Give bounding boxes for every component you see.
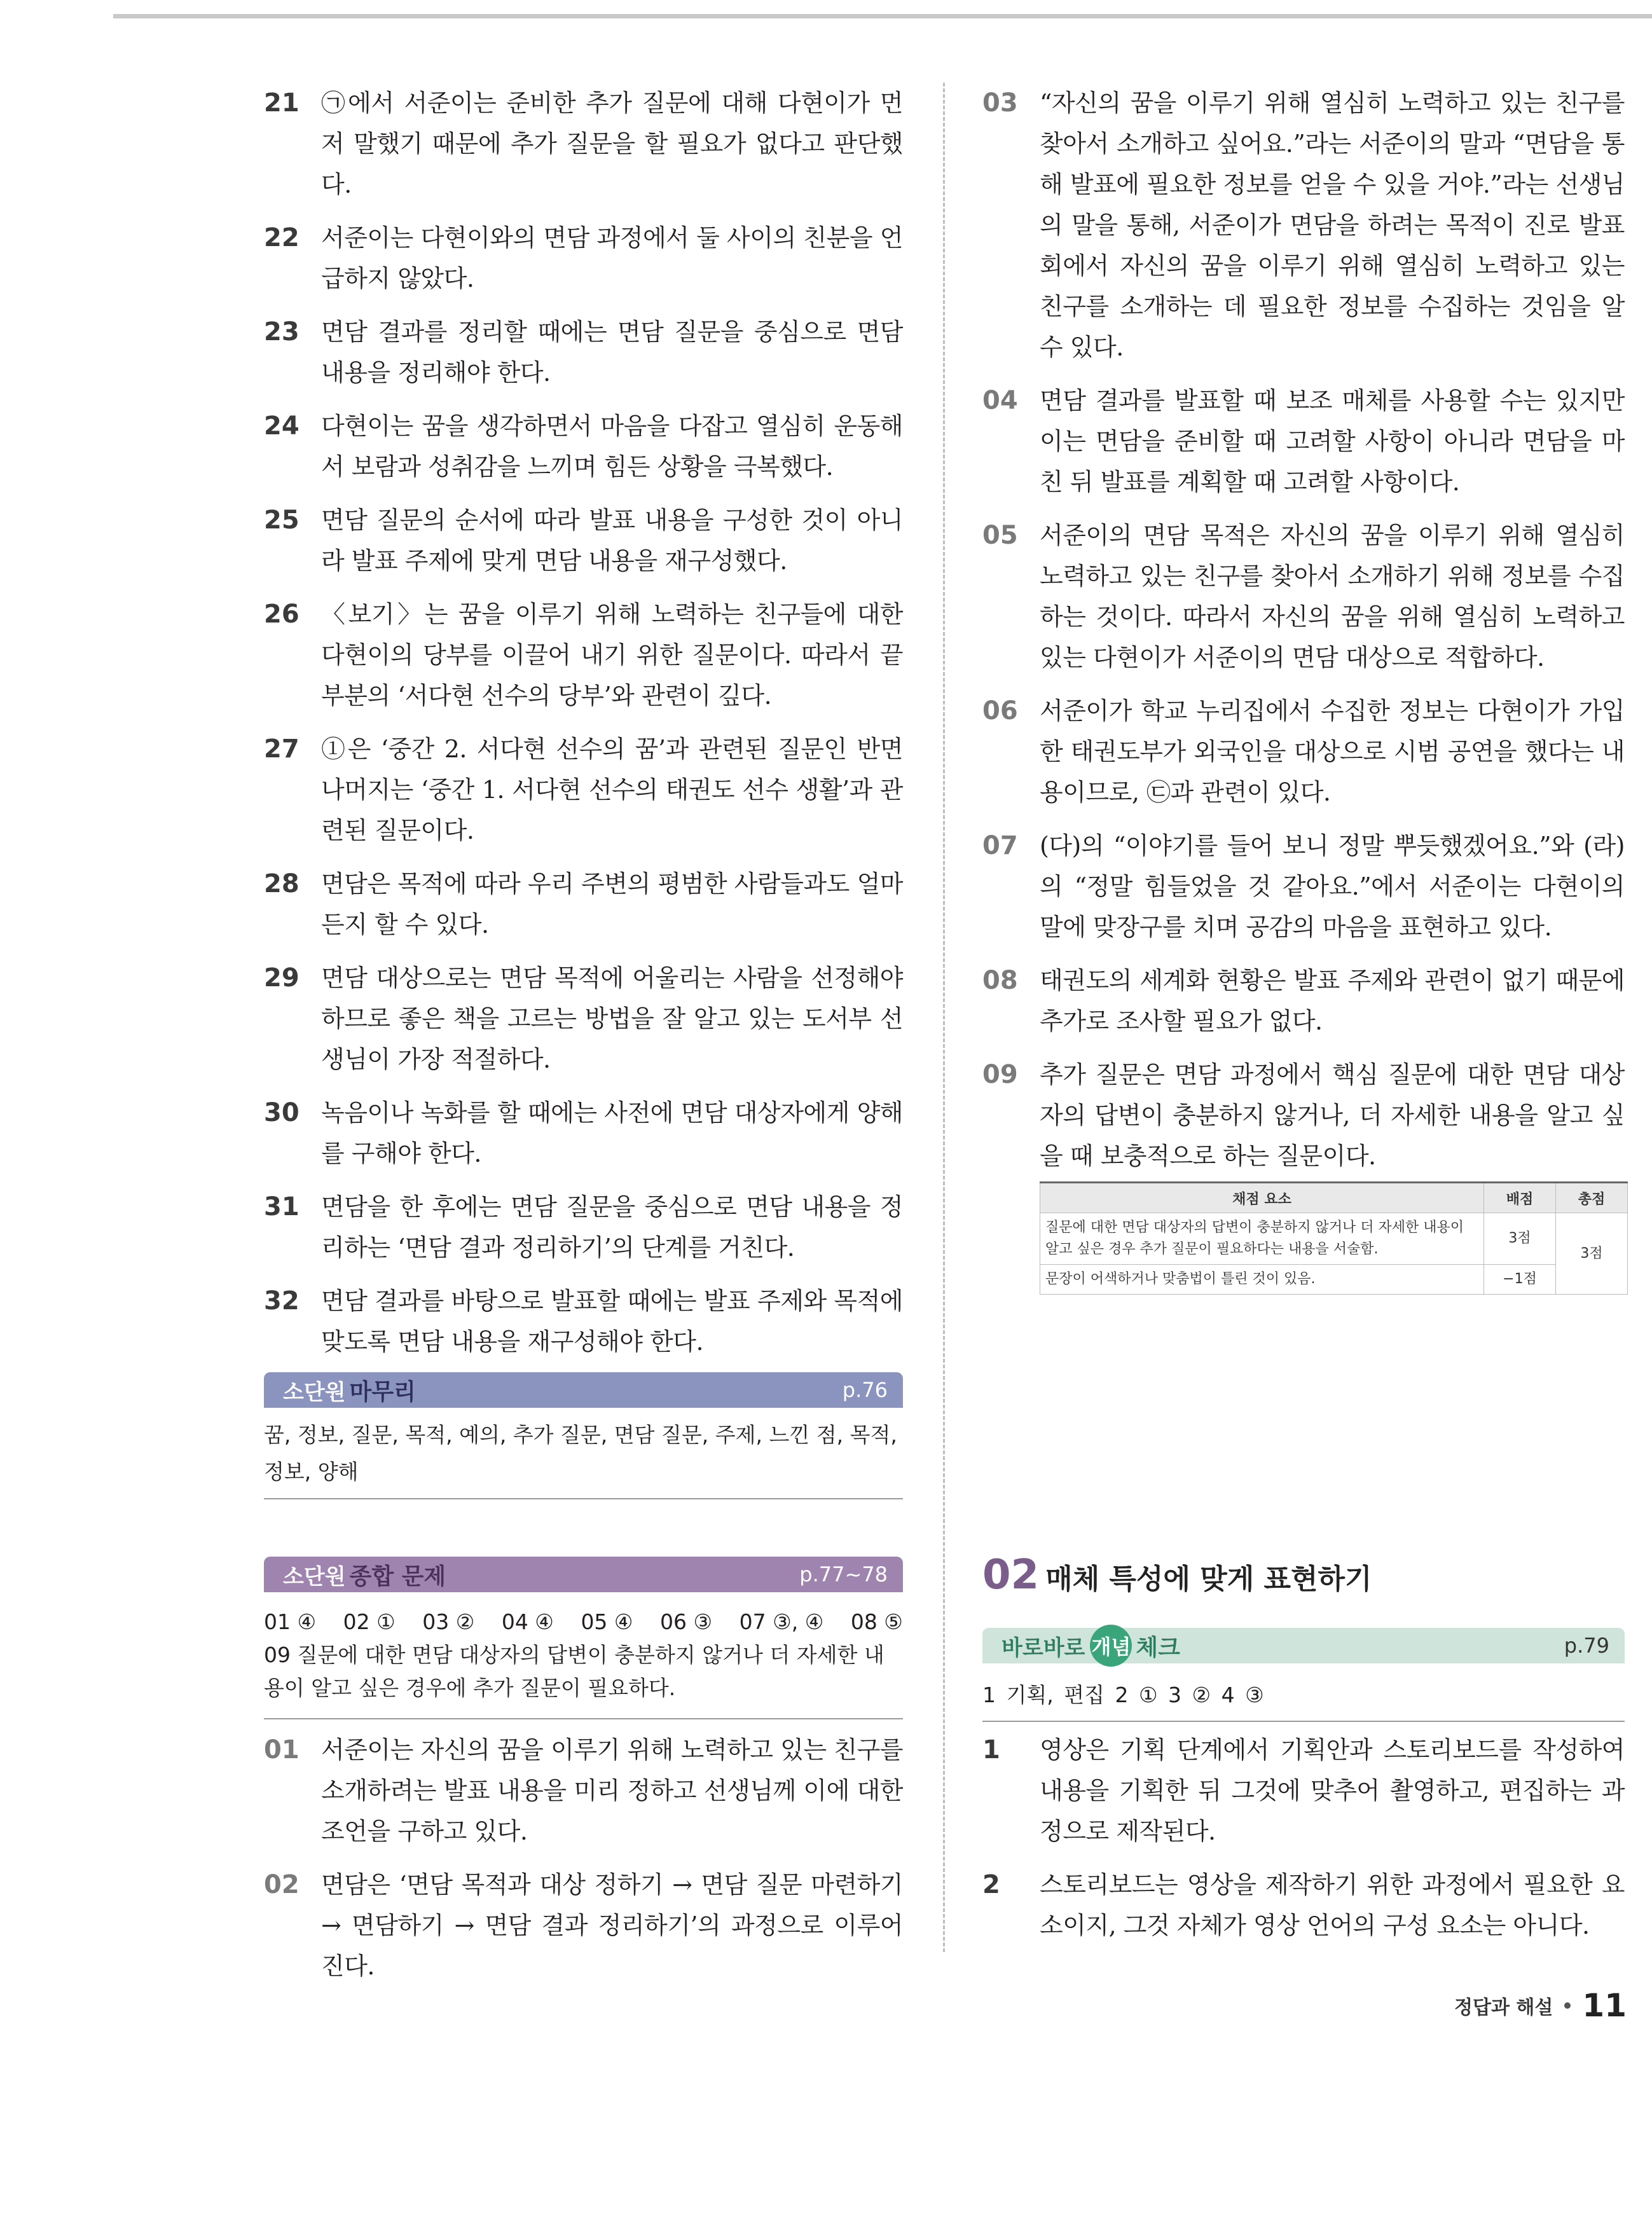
section-heading: 매체 특성에 맞게 표현하기 [1045, 1563, 1372, 1595]
concept-label: 바로바로 [1002, 1635, 1085, 1661]
wrapup-header [264, 1372, 903, 1408]
concept-answers: 1 기획, 편집 2 ① 3 ② 4 ③ [982, 1683, 1264, 1707]
footer-text: 정답과 해설 [1454, 1997, 1553, 2019]
answer: 04 ④ [501, 1609, 554, 1634]
item-text: “자신의 꿈을 이루기 위해 열심히 노력하고 있는 친구를 찾아서 소개하고 싶어요.”라는 서준이의 말과 “면담을 통해 발표에 필요한 정보를 얻을 수 있을 거야.”라는 선생님의 말을 통해, 서준이가 면담을 하려는 목적이 진로 발표회에서 자신의 꿈을 이루기 위해 열심히 노력하고 있는 친구를 소개하는 데 필요한 정보를 수집하는 것임을 알 수 있다. [1040, 89, 1625, 361]
item-text: 서준이는 다현이와의 면담 과정에서 둘 사이의 친분을 언급하지 않았다. [321, 224, 903, 293]
top-rule [113, 14, 1652, 18]
item-number: 28 [264, 869, 299, 898]
item-number: 27 [264, 734, 299, 764]
divider-rule [264, 1498, 903, 1499]
comprehensive-label2: 종합 문제 [349, 1563, 446, 1590]
wrapup-page: p.76 [842, 1378, 888, 1402]
comprehensive-explanations [264, 1730, 903, 1999]
wrapup-label: 소단원 [283, 1379, 346, 1405]
item-number: 09 [982, 1060, 1018, 1089]
item-number: 02 [264, 1870, 299, 1899]
divider-rule [264, 1718, 903, 1719]
item-text: ①은 ‘중간 2. 서다현 선수의 꿈’과 관련된 질문인 반면 나머지는 ‘중간 1. 서다현 선수의 태권도 선수 생활’과 관련된 질문이다. [321, 735, 903, 844]
item-text: 면담 질문의 순서에 따라 발표 내용을 구성한 것이 아니라 발표 주제에 맞게 면담 내용을 재구성했다. [321, 506, 903, 575]
item-text: 다현이는 꿈을 생각하면서 마음을 다잡고 열심히 운동해서 보람과 성취감을 느끼며 힘든 상황을 극복했다. [321, 412, 903, 481]
item-number: 32 [264, 1286, 299, 1316]
answer-09: 09 질문에 대한 면담 대상자의 답변이 충분하지 않거나 더 자세한 내용이 알고 싶은 경우에 추가 질문이 필요하다. [264, 1642, 885, 1700]
answer: 03 ② [422, 1609, 475, 1634]
list-item [982, 515, 1625, 678]
list-item [264, 83, 903, 205]
list-item [982, 1864, 1625, 1946]
item-text: 스토리보드는 영상을 제작하기 위한 과정에서 필요한 요소이지, 그것 자체가 영상 언어의 구성 요소는 아니다. [1040, 1871, 1625, 1939]
concept-explanations [982, 1730, 1625, 1958]
concept-page: p.79 [1564, 1634, 1609, 1658]
item-text: 면담 결과를 발표할 때 보조 매체를 사용할 수는 있지만 이는 면담을 준비할 때 고려할 사항이 아니라 면담을 마친 뒤 발표를 계획할 때 고려할 사항이다. [1040, 387, 1625, 496]
answer: 02 ① [343, 1609, 396, 1634]
item-number: 1 [982, 1735, 1000, 1765]
item-number: 03 [982, 88, 1018, 118]
concept-label2: 체크 [1136, 1634, 1180, 1661]
item-number: 25 [264, 506, 299, 535]
wrapup-label2: 마무리 [349, 1379, 416, 1405]
item-number: 01 [264, 1735, 299, 1765]
list-item [982, 83, 1625, 368]
table-cell: 3점 [1556, 1213, 1628, 1295]
item-text: 추가 질문은 면담 과정에서 핵심 질문에 대한 면담 대상자의 답변이 충분하지 않거나, 더 자세한 내용을 알고 싶을 때 보충적으로 하는 질문이다. [1040, 1061, 1625, 1170]
item-number: 04 [982, 386, 1018, 415]
answer: 01 ④ [264, 1609, 317, 1634]
table-cell: 질문에 대한 면담 대상자의 답변이 충분하지 않거나 더 자세한 내용이 알고 싶은 경우 추가 질문이 필요하다는 내용을 서술함. [1040, 1213, 1484, 1265]
list-item [264, 1864, 903, 1986]
page-footer [1454, 1987, 1627, 2024]
concept-badge: 개념 [1090, 1625, 1132, 1667]
item-text: 면담은 목적에 따라 우리 주변의 평범한 사람들과도 얼마든지 할 수 있다. [321, 870, 903, 939]
item-number: 06 [982, 696, 1018, 726]
item-text: ㉠에서 서준이는 준비한 추가 질문에 대해 다현이가 먼저 말했기 때문에 추가 질문을 할 필요가 없다고 판단했다. [321, 89, 903, 198]
table-cell: 문장이 어색하거나 맞춤법이 틀린 것이 있음. [1040, 1265, 1484, 1295]
item-number: 30 [264, 1098, 299, 1127]
wrapup-keywords: 꿈, 정보, 질문, 목적, 예의, 추가 질문, 면담 질문, 주제, 느낀 점, 목적, 정보, 양해 [264, 1422, 897, 1484]
item-text: 녹음이나 녹화를 할 때에는 사전에 면담 대상자에게 양해를 구해야 한다. [321, 1099, 903, 1167]
item-number: 23 [264, 317, 299, 347]
concept-check-header [982, 1628, 1625, 1663]
list-item [982, 691, 1625, 813]
item-text: 서준이의 면담 목적은 자신의 꿈을 이루기 위해 열심히 노력하고 있는 친구를 찾아서 소개하기 위해 정보를 수집하는 것이다. 따라서 자신의 꿈을 위해 열심히 노력하고 있는 다현이가 서준이의 면담 대상으로 적합하다. [1040, 521, 1625, 671]
section-number: 02 [982, 1552, 1040, 1599]
item-number: 24 [264, 411, 299, 441]
item-number: 22 [264, 223, 299, 252]
comprehensive-page: p.77~78 [799, 1562, 888, 1586]
item-text: (다)의 “이야기를 들어 보니 정말 뿌듯했겠어요.”와 (라)의 “정말 힘들었을 것 같아요.”에서 서준이는 다현이의 말에 맞장구를 치며 공감의 마음을 표현하고 있다. [1040, 832, 1625, 941]
page-number: 11 [1582, 1987, 1627, 2024]
list-item [264, 500, 903, 581]
comprehensive-label: 소단원 [283, 1564, 346, 1590]
item-text: 영상은 기획 단계에서 기획안과 스토리보드를 작성하여 내용을 기획한 뒤 그것에 맞추어 촬영하고, 편집하는 과정으로 제작된다. [1040, 1736, 1625, 1845]
list-item [264, 729, 903, 851]
column-divider [943, 83, 945, 1952]
item-number: 2 [982, 1870, 1000, 1899]
section-title [982, 1552, 1372, 1599]
comprehensive-header [264, 1557, 903, 1592]
answer: 08 ⑤ [850, 1609, 903, 1634]
answer: 05 ④ [581, 1609, 633, 1634]
answer: 07 ③, ④ [739, 1609, 824, 1634]
bullet-icon [1564, 2002, 1571, 2009]
list-item [982, 380, 1625, 502]
item-text: 면담을 한 후에는 면담 질문을 중심으로 면담 내용을 정리하는 ‘면담 결과 정리하기’의 단계를 거친다. [321, 1193, 903, 1262]
item-text: 서준이는 자신의 꿈을 이루기 위해 노력하고 있는 친구를 소개하려는 발표 내용을 미리 정하고 선생님께 이에 대한 조언을 구하고 있다. [321, 1736, 903, 1845]
item-text: 면담 결과를 바탕으로 발표할 때에는 발표 주제와 목적에 맞도록 면담 내용을 재구성해야 한다. [321, 1287, 903, 1356]
item-text: 면담 대상으로는 면담 목적에 어울리는 사람을 선정해야 하므로 좋은 책을 고르는 방법을 잘 알고 있는 도서부 선생님이 가장 적절하다. [321, 964, 903, 1073]
item-text: 서준이가 학교 누리집에서 수집한 정보는 다현이가 가입한 태권도부가 외국인을 대상으로 시범 공연을 했다는 내용이므로, ㉢과 관련이 있다. [1040, 697, 1625, 806]
item-number: 07 [982, 831, 1018, 860]
item-text: 면담 결과를 정리할 때에는 면담 질문을 중심으로 면담 내용을 정리해야 한다. [321, 318, 903, 387]
item-number: 21 [264, 88, 299, 118]
list-item [264, 1730, 903, 1852]
answer: 06 ③ [660, 1609, 713, 1634]
list-item [982, 1054, 1625, 1176]
list-item [264, 406, 903, 487]
table-cell: −1점 [1484, 1265, 1556, 1295]
list-item [982, 960, 1625, 1042]
list-item [982, 1730, 1625, 1852]
list-item [264, 1281, 903, 1362]
list-item [264, 312, 903, 393]
table-cell: 3점 [1484, 1213, 1556, 1265]
left-column [264, 83, 903, 1375]
list-item [982, 825, 1625, 947]
answer-key [264, 1606, 903, 1705]
item-number: 26 [264, 600, 299, 629]
scoring-table [1040, 1181, 1628, 1295]
list-item [264, 958, 903, 1080]
item-number: 05 [982, 521, 1018, 550]
item-number: 29 [264, 963, 299, 993]
list-item [264, 1187, 903, 1268]
list-item [264, 864, 903, 945]
item-text: 태권도의 세계화 현황은 발표 주제와 관련이 없기 때문에 추가로 조사할 필요가 없다. [1040, 967, 1625, 1035]
table-header: 채점 요소 [1040, 1183, 1484, 1213]
item-text: 〈보기〉는 꿈을 이루기 위해 노력하는 친구들에 대한 다현이의 당부를 이끌어 내기 위한 질문이다. 따라서 끝부분의 ‘서다현 선수의 당부’와 관련이 깊다. [321, 600, 903, 710]
list-item [264, 594, 903, 716]
item-text: 면담은 ‘면담 목적과 대상 정하기 → 면담 질문 마련하기→ 면담하기 → 면담 결과 정리하기’의 과정으로 이루어진다. [321, 1871, 903, 1980]
item-number: 31 [264, 1192, 299, 1222]
table-header: 총점 [1556, 1183, 1628, 1213]
list-item [264, 217, 903, 299]
list-item [264, 1092, 903, 1174]
divider-rule [982, 1721, 1625, 1722]
table-header: 배점 [1484, 1183, 1556, 1213]
item-number: 08 [982, 966, 1018, 995]
right-column [982, 83, 1625, 1295]
